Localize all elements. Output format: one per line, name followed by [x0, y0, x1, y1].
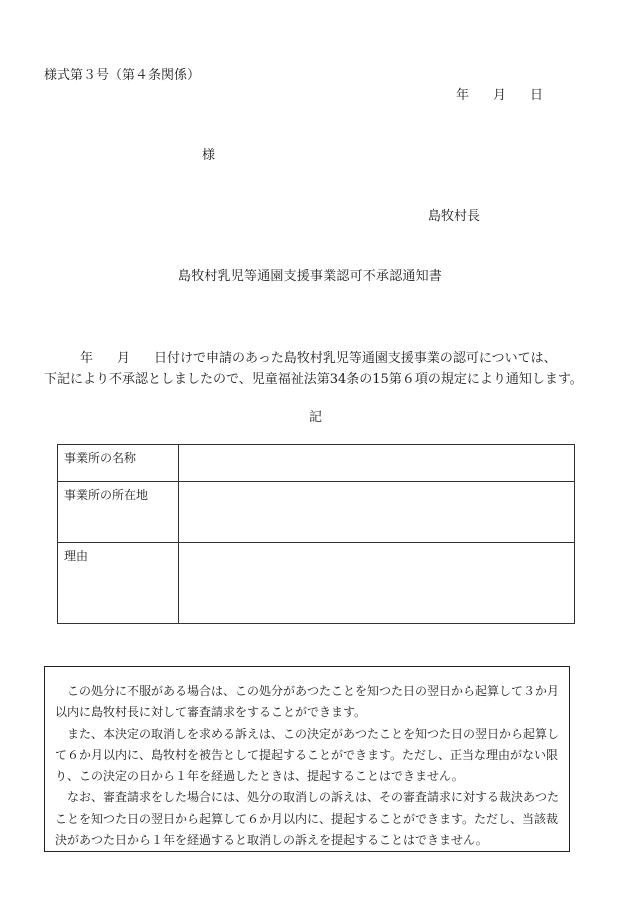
sender-name: 島牧村長: [428, 209, 481, 224]
document-title: 島牧村乳児等通園支援事業認可不承認通知書: [178, 269, 443, 284]
body-month: 月: [117, 351, 131, 366]
body-line-2: 下記により不承認としましたので、児童福祉法第34条の15第６項の規定により通知します。: [44, 372, 583, 387]
appeal-notice-box: [44, 666, 570, 852]
date-line: [456, 84, 543, 103]
facility-name-value: [179, 445, 575, 482]
table-row: [58, 445, 575, 482]
notice-p2-line2: て６か月以内に、島牧村を被告として提起することができます。ただし、正当な理由がない限: [55, 747, 559, 762]
reason-value: [179, 543, 575, 624]
notice-p2-line1: また、本決定の取消しを求める訴えは、この決定があつたことを知つた日の翌日から起算し: [67, 726, 560, 741]
notice-p2-line3: り、この決定の日から１年を経過したときは、提起することはできません。: [55, 769, 464, 784]
ki-heading: 記: [309, 410, 323, 425]
date-day: 日: [530, 88, 544, 103]
reason-label: 理由: [58, 543, 179, 624]
date-month: 月: [493, 88, 507, 103]
notice-p1-line2: 以内に島牧村長に対して審査請求をすることができます。: [55, 705, 367, 720]
notice-p3-line3: 決があつた日から１年を経過すると取消しの訴えを提起することはできません。: [55, 833, 488, 848]
notice-p1-line1: この処分に不服がある場合は、この処分があつたことを知つた日の翌日から起算して３か月: [67, 684, 560, 698]
table-row: [58, 482, 575, 543]
notice-p3-line2: ことを知つた日の翌日から起算して６か月以内に、提起することができます。ただし、当該裁: [55, 811, 559, 826]
facility-name-label: 事業所の名称: [58, 445, 179, 482]
body-line-1: [80, 347, 557, 366]
body-line1-rest: 日付けで申請のあった島牧村乳児等通園支援事業の認可については、: [154, 351, 557, 366]
table-row: [58, 543, 575, 624]
body-year: 年: [80, 351, 94, 366]
facility-address-value: [179, 482, 575, 543]
notice-p3-line1: なお、審査請求をした場合には、処分の取消しの訴えは、その審査請求に対する裁決あつた: [67, 790, 560, 805]
addressee-honorific: 様: [202, 148, 216, 163]
date-year: 年: [456, 88, 470, 103]
business-info-table: [57, 444, 575, 624]
facility-address-label: 事業所の所在地: [58, 482, 179, 543]
form-number: 様式第３号（第４条関係）: [44, 68, 201, 83]
